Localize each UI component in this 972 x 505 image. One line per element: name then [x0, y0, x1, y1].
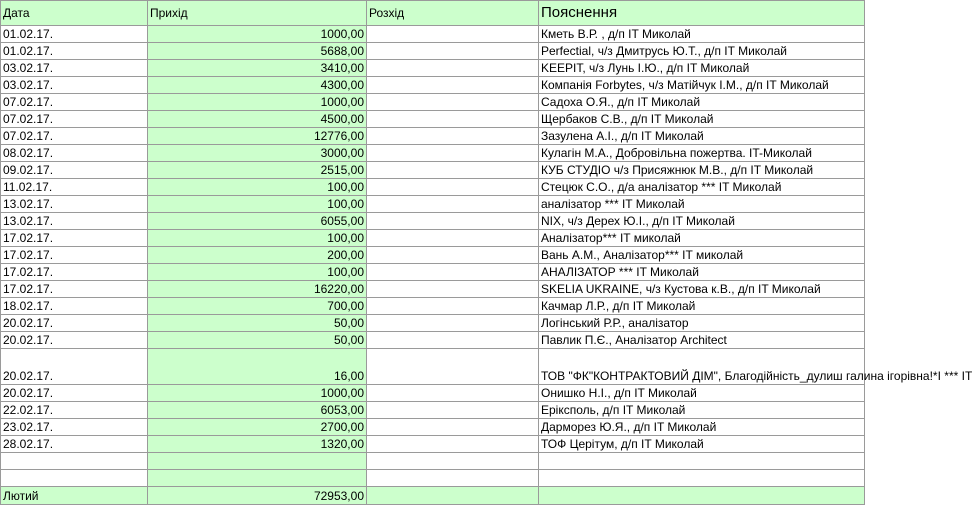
cell-expense[interactable] — [367, 60, 539, 77]
header-expense[interactable]: Розхід — [367, 1, 539, 26]
cell-expense[interactable] — [367, 111, 539, 128]
cell-date[interactable] — [1, 470, 148, 487]
table-row — [1, 94, 865, 111]
cell-date[interactable]: 08.02.17. — [1, 145, 148, 162]
cell-expense[interactable] — [367, 315, 539, 332]
cell-date[interactable]: 20.02.17. — [1, 349, 148, 385]
total-note[interactable] — [539, 487, 865, 505]
table-row — [1, 196, 865, 213]
header-row — [1, 1, 865, 26]
cell-income[interactable]: 4300,00 — [148, 77, 367, 94]
cell-expense[interactable] — [367, 349, 539, 385]
table-row — [1, 43, 865, 60]
total-expense[interactable] — [367, 487, 539, 505]
cell-income[interactable]: 16,00 — [148, 349, 367, 385]
cell-note[interactable]: Логінський Р.Р., аналізатор — [539, 315, 865, 332]
cell-note[interactable]: Perfectial, ч/з Дмитрусь Ю.Т., д/п IT Миколай — [539, 43, 865, 60]
cell-note[interactable]: Кулагін М.А., Добровільна пожертва. IT-Миколай — [539, 145, 865, 162]
table-row — [1, 230, 865, 247]
cell-date[interactable]: 07.02.17. — [1, 94, 148, 111]
cell-expense[interactable] — [367, 162, 539, 179]
sheet-body — [1, 1, 972, 505]
table-row — [1, 419, 865, 436]
cell-note[interactable] — [539, 453, 865, 470]
cell-income[interactable]: 1320,00 — [148, 436, 367, 453]
table-row — [1, 128, 865, 145]
cell-note[interactable]: Качмар Л.Р., д/п IT Миколай — [539, 298, 865, 315]
cell-income[interactable]: 6055,00 — [148, 213, 367, 230]
table-row — [1, 26, 865, 43]
cell-income[interactable]: 100,00 — [148, 196, 367, 213]
cell-expense[interactable] — [367, 196, 539, 213]
cell-income[interactable]: 200,00 — [148, 247, 367, 264]
cell-income[interactable]: 1000,00 — [148, 26, 367, 43]
table-row — [1, 60, 865, 77]
cell-income[interactable] — [148, 453, 367, 470]
cell-date[interactable]: 18.02.17. — [1, 298, 148, 315]
cell-note[interactable] — [539, 470, 865, 487]
table-row — [1, 247, 865, 264]
cell-date[interactable]: 13.02.17. — [1, 196, 148, 213]
cell-note[interactable]: Аналізатор*** IT миколай — [539, 230, 865, 247]
cell-date[interactable]: 20.02.17. — [1, 315, 148, 332]
total-label[interactable]: Лютий — [1, 487, 148, 505]
cell-note[interactable]: Стецюк С.О., д/а аналізатор *** IT Миколай — [539, 179, 865, 196]
cell-income[interactable]: 100,00 — [148, 264, 367, 281]
table-row — [1, 385, 865, 402]
cell-note[interactable]: Садоха О.Я., д/п IT Миколай — [539, 94, 865, 111]
cell-expense[interactable] — [367, 230, 539, 247]
cell-date[interactable]: 03.02.17. — [1, 60, 148, 77]
cell-expense[interactable] — [367, 128, 539, 145]
cell-note[interactable]: Онишко Н.І., д/п IT Миколай — [539, 385, 865, 402]
cell-date[interactable]: 20.02.17. — [1, 332, 148, 349]
cell-note[interactable]: SKELIA UKRAINE, ч/з Кустова к.В., д/п IT Миколай — [539, 281, 865, 298]
table-row — [1, 162, 865, 179]
cell-note[interactable]: Компанія Forbytes, ч/з Матійчук І.М., д/п IT Миколай — [539, 77, 865, 94]
header-income[interactable]: Прихід — [148, 1, 367, 26]
cell-income[interactable]: 16220,00 — [148, 281, 367, 298]
cell-expense[interactable] — [367, 470, 539, 487]
cell-date[interactable]: 01.02.17. — [1, 43, 148, 60]
cell-expense[interactable] — [367, 281, 539, 298]
cell-date[interactable]: 01.02.17. — [1, 26, 148, 43]
cell-expense[interactable] — [367, 402, 539, 419]
cell-expense[interactable] — [367, 26, 539, 43]
cell-income[interactable]: 3000,00 — [148, 145, 367, 162]
cell-expense[interactable] — [367, 145, 539, 162]
table-row — [1, 315, 865, 332]
table-row — [1, 349, 865, 385]
cell-expense[interactable] — [367, 264, 539, 281]
cell-note[interactable]: ТОФ Церітум, д/п IT Миколай — [539, 436, 865, 453]
empty-row — [1, 453, 865, 470]
table-row — [1, 298, 865, 315]
table-row — [1, 281, 865, 298]
cell-note[interactable]: аналізатор *** IT Миколай — [539, 196, 865, 213]
cell-note[interactable]: Щербаков С.В., д/п IT Миколай — [539, 111, 865, 128]
cell-expense[interactable] — [367, 332, 539, 349]
header-note[interactable]: Пояснення — [539, 1, 865, 26]
cell-date[interactable]: 17.02.17. — [1, 247, 148, 264]
cell-income[interactable]: 5688,00 — [148, 43, 367, 60]
cell-expense[interactable] — [367, 298, 539, 315]
cell-income[interactable]: 700,00 — [148, 298, 367, 315]
table-row — [1, 402, 865, 419]
header-date[interactable]: Дата — [1, 1, 148, 26]
cell-expense[interactable] — [367, 213, 539, 230]
cell-date[interactable]: 17.02.17. — [1, 264, 148, 281]
cell-note[interactable]: Павлик П.Є., Аналізатор Architect — [539, 332, 865, 349]
cell-expense[interactable] — [367, 179, 539, 196]
cell-date[interactable]: 13.02.17. — [1, 213, 148, 230]
cell-date[interactable]: 22.02.17. — [1, 402, 148, 419]
cell-date[interactable]: 28.02.17. — [1, 436, 148, 453]
cell-note[interactable]: NIX, ч/з Дерех Ю.І., д/п IT Миколай — [539, 213, 865, 230]
cell-income[interactable]: 1000,00 — [148, 94, 367, 111]
cell-note[interactable]: Зазулена А.І., д/п IT Миколай — [539, 128, 865, 145]
cell-date[interactable]: 07.02.17. — [1, 128, 148, 145]
cell-date[interactable]: 09.02.17. — [1, 162, 148, 179]
cell-note[interactable]: ТОВ "ФК"КОНТРАКТОВИЙ ДІМ", Благодійність_дулиш галина ігорівна!*І *** IT — [539, 349, 865, 385]
table-row — [1, 145, 865, 162]
cell-income[interactable] — [148, 470, 367, 487]
cell-expense[interactable] — [367, 77, 539, 94]
cell-date[interactable] — [1, 453, 148, 470]
cell-date[interactable]: 23.02.17. — [1, 419, 148, 436]
cell-date[interactable]: 07.02.17. — [1, 111, 148, 128]
cell-income[interactable]: 2515,00 — [148, 162, 367, 179]
table-row — [1, 111, 865, 128]
cell-expense[interactable] — [367, 436, 539, 453]
cell-expense[interactable] — [367, 43, 539, 60]
cell-date[interactable]: 11.02.17. — [1, 179, 148, 196]
cell-expense[interactable] — [367, 453, 539, 470]
cell-date[interactable]: 03.02.17. — [1, 77, 148, 94]
cell-expense[interactable] — [367, 94, 539, 111]
cell-note[interactable]: Дарморез Ю.Я., д/п IT Миколай — [539, 419, 865, 436]
cell-date[interactable]: 17.02.17. — [1, 281, 148, 298]
cell-note[interactable]: Вань А.М., Аналізатор*** IT миколай — [539, 247, 865, 264]
total-row — [1, 487, 865, 505]
cell-income[interactable]: 1000,00 — [148, 385, 367, 402]
total-income[interactable]: 72953,00 — [148, 487, 367, 505]
cell-note[interactable]: КУБ СТУДІО ч/з Присяжнюк М.В., д/п IT Миколай — [539, 162, 865, 179]
table-row — [1, 264, 865, 281]
cell-note[interactable]: KEEPIT, ч/з Лунь І.Ю., д/п IT Миколай — [539, 60, 865, 77]
cell-date[interactable]: 17.02.17. — [1, 230, 148, 247]
table-row — [1, 436, 865, 453]
cell-note[interactable]: АНАЛІЗАТОР *** IT Миколай — [539, 264, 865, 281]
cell-income[interactable]: 2700,00 — [148, 419, 367, 436]
cell-expense[interactable] — [367, 419, 539, 436]
cell-income[interactable]: 100,00 — [148, 179, 367, 196]
empty-row — [1, 470, 865, 487]
cell-income[interactable]: 50,00 — [148, 315, 367, 332]
cell-expense[interactable] — [367, 385, 539, 402]
cell-expense[interactable] — [367, 247, 539, 264]
table-row — [1, 179, 865, 196]
table-row — [1, 213, 865, 230]
cell-income[interactable]: 6053,00 — [148, 402, 367, 419]
cell-income[interactable]: 100,00 — [148, 230, 367, 247]
cell-income[interactable]: 3410,00 — [148, 60, 367, 77]
cell-income[interactable]: 12776,00 — [148, 128, 367, 145]
table-row — [1, 77, 865, 94]
cell-date[interactable]: 20.02.17. — [1, 385, 148, 402]
cell-note[interactable]: Кметь В.Р. , д/п IT Миколай — [539, 26, 865, 43]
cell-income[interactable]: 50,00 — [148, 332, 367, 349]
table-row — [1, 332, 865, 349]
cell-note[interactable]: Еріксполь, д/п IT Миколай — [539, 402, 865, 419]
cell-income[interactable]: 4500,00 — [148, 111, 367, 128]
